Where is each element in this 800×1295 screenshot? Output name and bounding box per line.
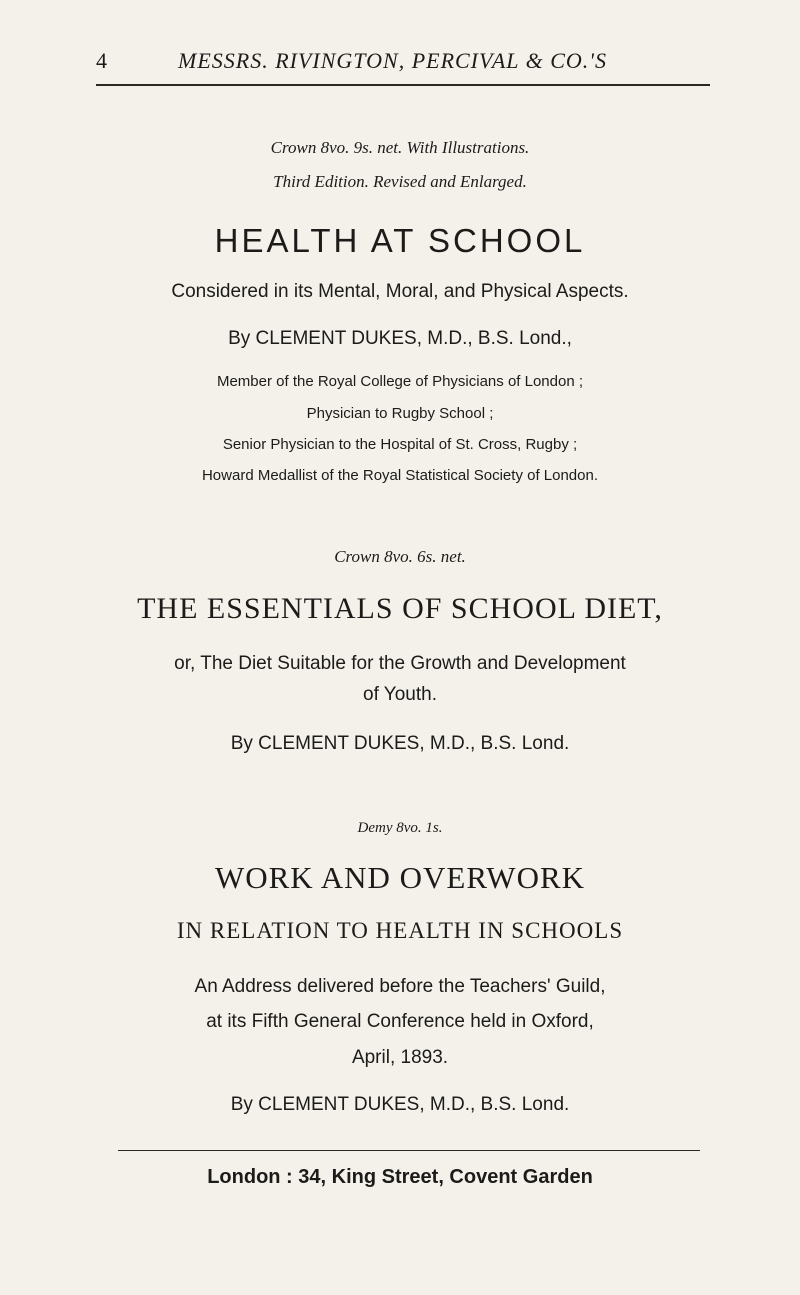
book3-format-line: Demy 8vo. 1s. <box>357 820 443 836</box>
book1-credential: Member of the Royal College of Physicians of London ; <box>216 373 584 390</box>
book2-format-line: Crown 8vo. 6s. net. <box>334 547 466 566</box>
book3-description-line: at its Fifth General Conference held in Oxford, <box>206 1011 594 1032</box>
book1-credential: Howard Medallist of the Royal Statistical Society of London. <box>201 467 599 484</box>
book1-edition-line: Third Edition. Revised and Enlarged. <box>273 172 527 191</box>
book3-description-line: An Address delivered before the Teachers' Guild, <box>194 976 606 997</box>
book1-format-line: Crown 8vo. 9s. net. With Illustrations. <box>270 138 530 157</box>
book2-author: By CLEMENT DUKES, M.D., B.S. Lond. <box>230 733 570 754</box>
book1-title: HEALTH AT SCHOOL <box>214 222 586 259</box>
footer-rule <box>118 1150 700 1151</box>
book3-description-line: April, 1893. <box>351 1047 449 1068</box>
book2-subtitle-line: of Youth. <box>363 684 437 705</box>
running-head-title: MESSRS. RIVINGTON, PERCIVAL & CO.'S <box>178 48 607 73</box>
page-number: 4 <box>96 48 108 73</box>
book1-credential: Senior Physician to the Hospital of St. Cross, Rugby ; <box>222 436 578 453</box>
footer-imprint: London : 34, King Street, Covent Garden <box>207 1166 593 1188</box>
book3-author: By CLEMENT DUKES, M.D., B.S. Lond. <box>230 1094 570 1115</box>
book1-subtitle: Considered in its Mental, Moral, and Physical Aspects. <box>171 281 629 302</box>
book2-title: THE ESSENTIALS OF SCHOOL DIET, <box>137 592 663 625</box>
book1-credential: Physician to Rugby School ; <box>306 405 494 422</box>
book3-title-line2: IN RELATION TO HEALTH IN SCHOOLS <box>176 918 624 943</box>
book1-author: By CLEMENT DUKES, M.D., B.S. Lond., <box>228 328 572 349</box>
book3-title: WORK AND OVERWORK <box>214 860 586 895</box>
book2-subtitle-line: or, The Diet Suitable for the Growth and Development <box>174 653 626 674</box>
header-rule <box>96 84 710 86</box>
